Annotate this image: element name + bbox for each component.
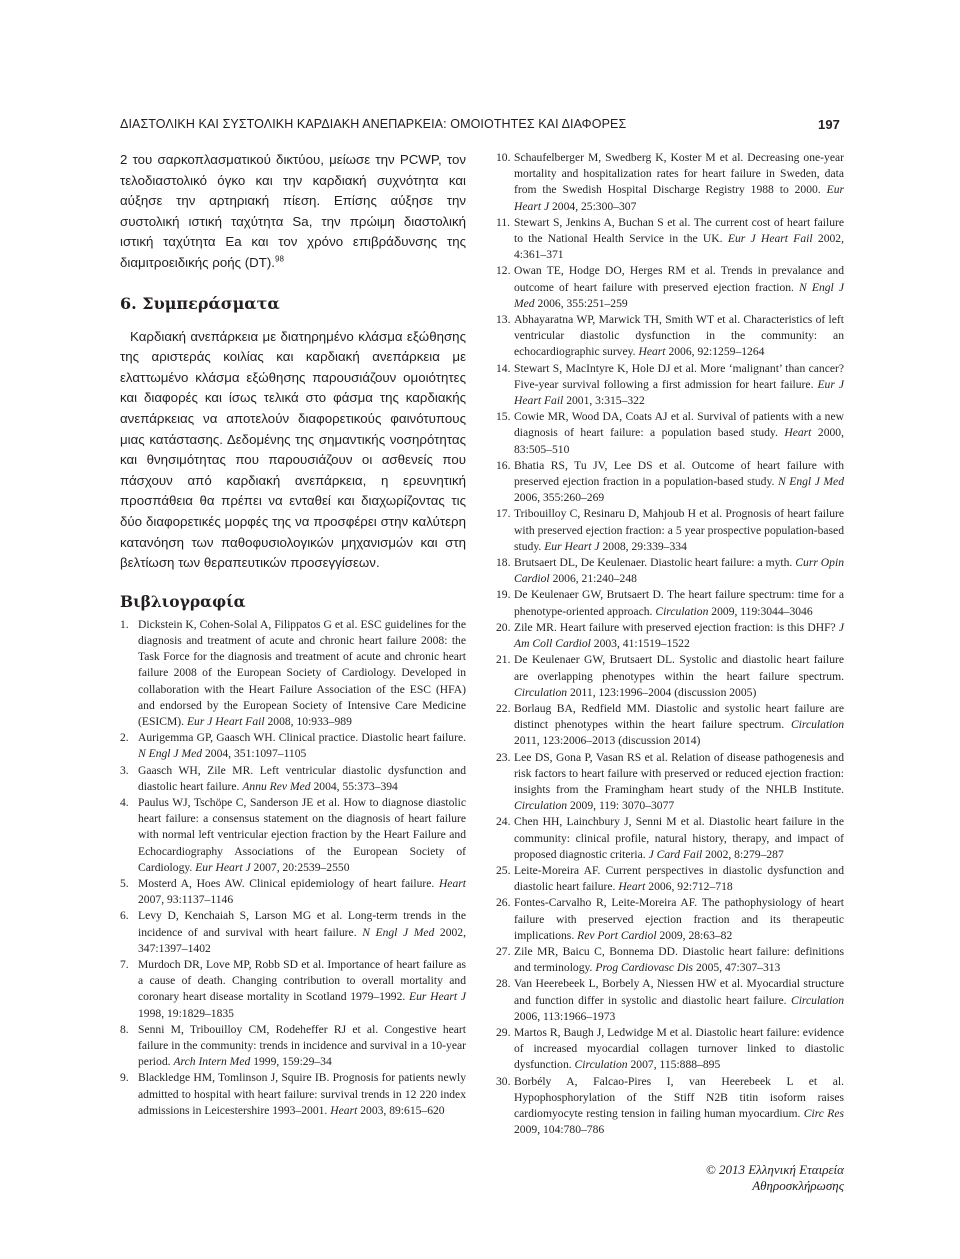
running-title: ΔΙΑΣΤΟΛΙΚΗ ΚΑΙ ΣΥΣΤΟΛΙΚΗ ΚΑΡΔΙΑΚΗ ΑΝΕΠΑΡΚΕΙΑ: ΟΜΟΙΟΤΗΤΕΣ ΚΑΙ ΔΙΑΦΟΡΕΣ <box>120 117 627 131</box>
reference-citation: 2006, 92:1259–1264 <box>668 345 765 359</box>
reference-text: Levy D, Kenchaiah S, Larson MG et al. Long-term trends in the incidence of and survival with heart failure. <box>138 909 466 939</box>
reference-number: 2. <box>120 731 129 745</box>
intro-text: 2 του σαρκοπλασματικού δικτύου, μείωσε την PCWP, τον τελοδιαστολικό όγκο και την καρδιακή συχνότητα και αύξησε την αρτηριακή πίεση. Επίσης αύξησε την συστολική ιστική ταχύτητα Sa, την πρώιμη διαστολική ιστική ταχύτητα Ea και τον χρόνο επιβράδυνσης της διαμιτροειδικής ροής (DT). <box>120 152 466 270</box>
reference-journal: Circulation <box>514 685 568 699</box>
reference-citation: 2006, 355:260–269 <box>514 491 605 505</box>
reference-citation: 2011, 123:1996–2004 (discussion 2005) <box>569 685 757 699</box>
reference-item <box>496 814 844 863</box>
reference-number: 15. <box>496 410 511 424</box>
reference-item <box>120 795 466 876</box>
reference-item <box>496 361 844 410</box>
reference-citation: 2008, 29:339–334 <box>602 539 687 553</box>
reference-journal: Rev Port Cardiol <box>577 928 657 942</box>
reference-item <box>120 957 466 1022</box>
reference-number: 20. <box>496 620 511 634</box>
reference-item <box>120 1070 466 1119</box>
references-list-right <box>496 150 844 1138</box>
reference-number: 18. <box>496 556 511 570</box>
reference-item <box>496 263 844 312</box>
reference-item <box>496 555 844 587</box>
reference-journal: Arch Intern Med <box>173 1055 251 1069</box>
reference-text: Zile MR, Baicu C, Bonnema DD. Diastolic heart failure: definitions and terminology. <box>514 944 844 975</box>
reference-number: 1. <box>120 617 129 631</box>
reference-journal: Eur Heart J <box>544 539 600 553</box>
reference-number: 28. <box>496 977 511 991</box>
reference-item <box>120 730 466 762</box>
reference-citation: 2007, 20:2539–2550 <box>253 860 350 874</box>
reference-citation: 2009, 119: 3070–3077 <box>569 799 675 813</box>
reference-item <box>496 976 844 1025</box>
reference-number: 29. <box>496 1025 511 1039</box>
reference-journal: Curr Opin Cardiol <box>514 556 844 586</box>
reference-journal: Eur J Heart Fail <box>186 714 265 728</box>
reference-text: Zile MR. Heart failure with preserved ejection fraction: is this DHF? <box>514 620 836 634</box>
reference-item <box>496 458 844 507</box>
reference-item <box>120 617 466 730</box>
reference-number: 25. <box>496 863 511 877</box>
reference-text: Stewart S, Jenkins A, Buchan S et al. The current cost of heart failure to the National Health Service in the UK. <box>514 215 844 246</box>
reference-number: 30. <box>496 1074 511 1088</box>
reference-journal: N Engl J Med <box>514 280 845 310</box>
reference-citation: 2009, 28:63–82 <box>659 928 733 942</box>
reference-number: 6. <box>120 909 129 923</box>
reference-item <box>496 409 844 458</box>
reference-number: 10. <box>496 151 511 164</box>
reference-journal: Heart <box>618 880 646 894</box>
reference-journal: Eur J Heart Fail <box>514 377 844 408</box>
reference-item <box>496 620 844 652</box>
reference-text: Cowie MR, Wood DA, Coats AJ et al. Survival of patients with a new diagnosis of heart failure: a population based study. <box>514 410 844 440</box>
reference-citation: 2006, 355:251–259 <box>537 296 628 310</box>
reference-item <box>496 587 844 619</box>
reference-number: 17. <box>496 507 511 521</box>
reference-journal: Heart <box>330 1103 358 1117</box>
reference-text: Schaufelberger M, Swedberg K, Koster M et al. Decreasing one-year mortality and hospitalization rates for heart failure in Sweden, data from the Swedish Hospital Discharge Registry 1988 to 2000. <box>514 151 844 197</box>
reference-journal: J Am Coll Cardiol <box>514 620 844 651</box>
reference-citation: 2002, 4:361–371 <box>514 232 844 262</box>
reference-citation: 2006, 92:712–718 <box>648 880 733 894</box>
reference-journal: Circulation <box>790 718 844 732</box>
reference-text: Abhayaratna WP, Marwick TH, Smith WT et al. Characteristics of left ventricular diastolic dysfunction in the community: an echocardiographic survey. <box>514 313 844 359</box>
reference-text: Mosterd A, Hoes AW. Clinical epidemiology of heart failure. <box>138 876 435 890</box>
reference-text: De Keulenaer GW, Brutsaert D. The heart failure spectrum: time for a phenotype-oriented approach. <box>514 588 844 618</box>
reference-item <box>120 1022 466 1071</box>
references-heading: Βιβλιογραφία <box>120 591 246 611</box>
reference-journal: N Engl J Med <box>362 925 435 939</box>
reference-text: Senni M, Tribouilloy CM, Rodeheffer RJ et al. Congestive heart failure in the community: trends in incidence and survival in a 10-year period. <box>138 1022 466 1069</box>
conclusions-paragraph: Καρδιακή ανεπάρκεια με διατηρημένο κλάσμα εξώθησης της αριστεράς κοιλίας και καρδιακή ανεπάρκεια με ελαττωμένο κλάσμα εξώθησης παρουσιάζουν ομοιότητες και διαφορές και ίσως τελικά στο φάσμα της καρδιακής ανεπάρκειας να αποτελούν διαφορετικούς φαινότυπους μιας κατάστασης. Δεδομένης της σημαντικής νοσηρότητας και θνησιμότητας που παρουσιάζουν οι ασθενείς που πάσχουν από καρδιακή ανεπάρκεια, η ερευνητική προσπάθεια θα πρέπει να ενταθεί και διαχωρίζοντας τις δύο διαφορετικές μορφές της να προσφέρει στην καλύτερη κατανόηση των παθοφυσιολογικών μηχανισμών και στη βελτίωση των θεραπευτικών προσεγγίσεων. <box>120 328 466 571</box>
reference-item <box>496 895 844 944</box>
reference-number: 13. <box>496 313 511 327</box>
reference-text: Blackledge HM, Tomlinson J, Squire IB. Prognosis for patients newly admitted to hospital with heart failure: survival trends in 12 220 index admissions in Leicestershire 1993–2001. <box>138 1071 466 1117</box>
reference-number: 11. <box>496 215 511 229</box>
reference-item <box>120 908 466 957</box>
reference-journal: N Engl J Med <box>777 475 844 489</box>
reference-citation: 2002, 8:279–287 <box>705 847 784 861</box>
reference-number: 14. <box>496 361 511 375</box>
reference-journal: Circulation <box>790 993 845 1007</box>
reference-journal: N Engl J Med <box>138 747 203 761</box>
reference-text: Brutsaert DL, De Keulenaer. Diastolic heart failure: a myth. <box>514 556 793 570</box>
intro-paragraph <box>120 150 466 274</box>
reference-citation: 2002, 347:1397–1402 <box>138 925 466 955</box>
reference-number: 27. <box>496 944 511 958</box>
reference-text: Tribouilloy C, Resinaru D, Mahjoub H et al. Prognosis of heart failure with preserved ejection fraction: a 5 year prospective population-based study. <box>514 507 844 553</box>
reference-text: Aurigemma GP, Gaasch WH. Clinical practice. Diastolic heart failure. <box>138 731 466 745</box>
reference-citation: 1998, 19:1829–1835 <box>138 1006 234 1020</box>
reference-journal: Heart <box>784 426 812 440</box>
reference-journal: Circ Res <box>803 1106 845 1120</box>
references-list-left <box>120 617 466 1119</box>
reference-number: 3. <box>120 763 129 777</box>
reference-journal: Heart <box>438 876 466 890</box>
reference-item <box>496 1025 844 1074</box>
reference-item <box>496 312 844 361</box>
reference-journal: Heart <box>638 345 666 359</box>
copyright-footer: © 2013 Ελληνική Εταιρεία Αθηροσκλήρωσης <box>705 1162 844 1193</box>
reference-text: Borbély A, Falcao-Pires I, van Heerebeek L et al. Hypophosphorylation of the Stiff N2B titin isoform raises cardiomyocyte resting tension in failing human myocardium. <box>514 1074 844 1120</box>
reference-text: Martos R, Baugh J, Ledwidge M et al. Diastolic heart failure: evidence of increased myocardial collagen turnover linked to diastolic dysfunction. <box>514 1025 844 1072</box>
reference-citation: 2009, 119:3044–3046 <box>711 604 813 618</box>
reference-text: Dickstein K, Cohen-Solal A, Filippatos G et al. ESC guidelines for the diagnosis and treatment of acute and chronic heart failure 2008: the Task Force for the diagnosis and treatment of acute and chronic heart failure 2008 of the European Society of Cardiology. Developed in collaboration with the Heart Failure Association of the ESC (HFA) and endorsed by the European Society of Intensive Care Medicine (ESICM). <box>138 617 466 728</box>
reference-citation: 2011, 123:2006–2013 (discussion 2014) <box>514 734 701 748</box>
reference-citation: 2000, 83:505–510 <box>514 426 844 456</box>
right-column <box>496 150 844 1138</box>
reference-journal: Eur Heart J <box>195 860 251 874</box>
reference-item <box>496 701 844 750</box>
reference-citation: 2007, 115:888–895 <box>630 1058 721 1072</box>
reference-journal: Circulation <box>655 604 709 618</box>
reference-citation: 2006, 113:1966–1973 <box>514 1009 616 1023</box>
reference-citation: 1999, 159:29–34 <box>253 1055 332 1069</box>
reference-number: 7. <box>120 957 129 971</box>
reference-number: 22. <box>496 701 511 715</box>
reference-journal: Eur Heart J <box>514 183 844 213</box>
reference-number: 19. <box>496 588 511 602</box>
reference-item <box>496 750 844 815</box>
reference-journal: Annu Rev Med <box>242 779 311 793</box>
reference-item <box>496 863 844 895</box>
reference-citation: 2008, 10:933–989 <box>267 714 352 728</box>
reference-citation: 2003, 41:1519–1522 <box>593 637 690 651</box>
reference-number: 4. <box>120 795 129 809</box>
reference-text: Leite-Moreira AF. Current perspectives in diastolic dysfunction and diastolic heart failure. <box>514 863 844 894</box>
reference-journal: Circulation <box>574 1058 628 1072</box>
reference-citation: 2001, 3:315–322 <box>566 394 645 408</box>
reference-number: 24. <box>496 815 511 829</box>
reference-number: 21. <box>496 653 511 667</box>
reference-text: Bhatia RS, Tu JV, Lee DS et al. Outcome of heart failure with preserved ejection fraction in a population-based study. <box>514 458 844 489</box>
reference-text: Chen HH, Lainchbury J, Senni M et al. Diastolic heart failure in the community: clinical profile, natural history, therapy, and impact of proposed diagnostic criteria. <box>514 815 844 861</box>
reference-item <box>496 1074 844 1139</box>
reference-citation: 2004, 25:300–307 <box>552 199 637 213</box>
reference-citation: 2006, 21:240–248 <box>552 572 637 586</box>
reference-journal: J Card Fail <box>648 847 703 861</box>
reference-item <box>120 763 466 795</box>
reference-citation: 2009, 104:780–786 <box>514 1123 605 1137</box>
reference-number: 23. <box>496 750 511 764</box>
reference-item <box>496 506 844 555</box>
reference-item <box>120 876 466 908</box>
reference-citation: 2005, 47:307–313 <box>695 961 781 975</box>
reference-item <box>496 215 844 264</box>
reference-number: 16. <box>496 458 511 472</box>
reference-number: 12. <box>496 264 511 278</box>
reference-text: Owan TE, Hodge DO, Herges RM et al. Trends in prevalance and outcome of heart failure with preserved ejection fraction. <box>514 264 844 294</box>
reference-journal: Circulation <box>514 799 568 813</box>
reference-text: Van Heerebeek L, Borbely A, Niessen HW et al. Myocardial structure and function differ in systolic and diastolic heart failure. <box>514 977 844 1007</box>
reference-number: 26. <box>496 896 511 910</box>
intro-ref: 98 <box>275 254 284 264</box>
reference-number: 9. <box>120 1071 129 1085</box>
reference-item <box>496 150 844 215</box>
reference-item <box>496 652 844 701</box>
reference-text: Lee DS, Gona P, Vasan RS et al. Relation of disease pathogenesis and risk factors to heart failure with preserved or reduced ejection fraction: insights from the Framingham heart study of the NHLB Institute. <box>514 750 844 796</box>
page-number: 197 <box>818 117 840 132</box>
reference-number: 5. <box>120 876 129 890</box>
reference-text: Gaasch WH, Zile MR. Left ventricular diastolic dysfunction and diastolic heart failure. <box>138 763 466 793</box>
reference-text: Paulus WJ, Tschöpe C, Sanderson JE et al. How to diagnose diastolic heart failure: a consensus statement on the diagnosis of heart failure with normal left ventricular ejection fraction by the Heart Failure and Echocardiography Associations of the European Society of Cardiology. <box>138 795 466 874</box>
reference-number: 8. <box>120 1022 129 1036</box>
reference-journal: Eur J Heart Fail <box>727 232 813 246</box>
reference-text: Stewart S, MacIntyre K, Hole DJ et al. More ‘malignant’ than cancer? Five-year survival following a first admission for heart failure. <box>514 361 844 391</box>
section-heading: 6. Συμπεράσματα <box>120 293 280 313</box>
reference-citation: 2003, 89:615–620 <box>360 1103 445 1117</box>
reference-text: Borlaug BA, Redfield MM. Diastolic and systolic heart failure are distinct phenotypes within the heart failure spectrum. <box>514 701 844 732</box>
reference-item <box>496 944 844 976</box>
reference-text: Murdoch DR, Love MP, Robb SD et al. Importance of heart failure as a cause of death. Changing contribution to overall mortality and coronary heart disease mortality in Scotland 1979–1992. <box>138 957 466 1004</box>
reference-journal: Prog Cardiovasc Dis <box>595 961 694 975</box>
reference-journal: Eur Heart J <box>409 990 467 1004</box>
reference-text: Fontes-Carvalho R, Leite-Moreira AF. The pathophysiology of heart failure with preserved ejection fraction and its therapeutic implications. <box>514 896 844 942</box>
reference-citation: 2004, 351:1097–1105 <box>204 747 307 761</box>
left-column <box>120 150 466 1119</box>
reference-citation: 2007, 93:1137–1146 <box>138 893 234 907</box>
reference-text: De Keulenaer GW, Brutsaert DL. Systolic and diastolic heart failure are overlapping phenotypes within the heart failure spectrum. <box>514 653 844 683</box>
reference-citation: 2004, 55:373–394 <box>313 779 398 793</box>
